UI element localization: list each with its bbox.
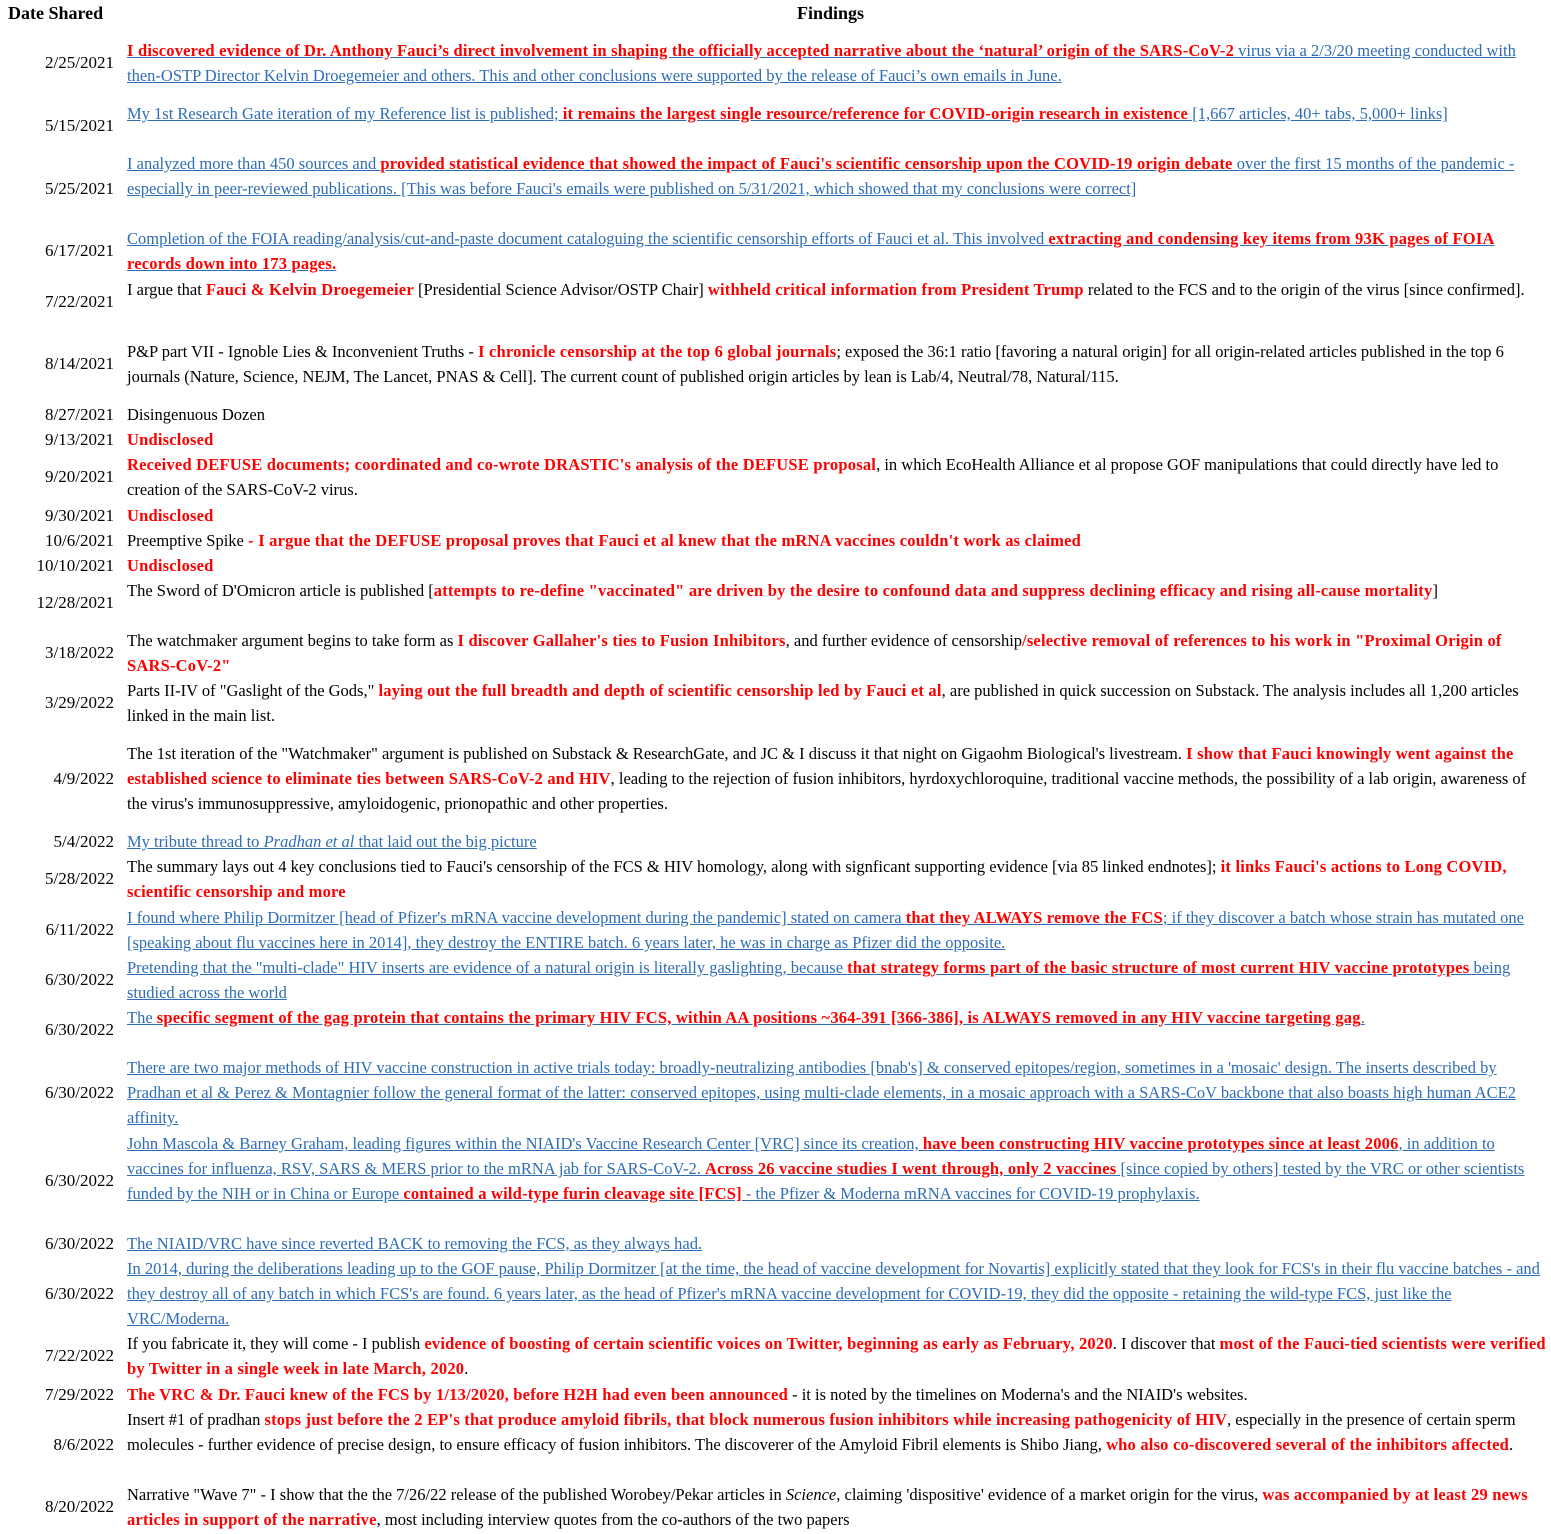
findings-cell (127, 1055, 1547, 1130)
findings-cell (127, 277, 1547, 302)
finding-text: I argue that (127, 280, 206, 299)
finding-link[interactable]: Pradhan et al (263, 832, 355, 851)
findings-cell (127, 1407, 1547, 1457)
date-cell: 6/30/2022 (45, 1233, 114, 1253)
finding-link[interactable]: that strategy forms part of the basic structure of most current HIV vaccine prototypes (847, 958, 1470, 977)
finding-link[interactable]: provided statistical evidence that showed the impact of Fauci's scientific censorship upon the COVID-19 origin debate (380, 154, 1233, 173)
finding-text: I show that Fauci knowingly went against the established science to eliminate ties between SARS-CoV-2 and HIV (127, 744, 1514, 788)
findings-cell (127, 905, 1547, 955)
finding-link[interactable]: I discovered evidence of Dr. Anthony Fauci’s direct involvement in shaping the officially accepted narrative about the ‘natural’ origin of the SARS-CoV-2 (127, 41, 1235, 60)
finding-link[interactable]: [1,667 articles, 40+ tabs, 5,000+ links] (1188, 104, 1448, 123)
table-row (0, 1482, 1551, 1532)
finding-text: Preemptive Spike (127, 531, 244, 550)
table-row (0, 427, 1551, 452)
finding-text: withheld critical information from President Trump (707, 280, 1084, 299)
findings-cell (127, 1331, 1547, 1381)
table-row (0, 1231, 1551, 1256)
table-row (0, 277, 1551, 327)
finding-link[interactable]: In 2014, during the deliberations leading up to the GOF pause, Philip Dormitzer [at the time, the head of vaccine development for Novartis] explicitly stated that they look for FCS's in their flu vaccine batches - and they destroy all of any batch in which FCS's are found. 6 years later, as the head of Pfizer's mRNA vaccine development for COVID-19, they did the opposite - retaining the wild-type FCS, just like the VRC/Moderna. (127, 1259, 1540, 1328)
finding-text: attempts to re-define "vaccinated" are driven by the desire to confound data and suppress declining efficacy and rising all-cause mortality (433, 581, 1433, 600)
findings-cell (127, 854, 1547, 904)
finding-text: evidence of boosting of certain scientific voices on Twitter, beginning as early as February, 2020 (424, 1334, 1113, 1353)
finding-text: Disingenuous Dozen (127, 405, 265, 424)
date-cell: 5/4/2022 (53, 831, 114, 851)
date-cell: 2/25/2021 (45, 53, 114, 72)
finding-text: Narrative "Wave 7" - I show that the the 7/26/22 release of the published Worobey/Pekar articles in (127, 1485, 786, 1504)
finding-text: The watchmaker argument begins to take form as (127, 631, 458, 650)
date-cell: 5/15/2021 (45, 116, 114, 135)
finding-text: who also co-discovered several of the inhibitors affected (1106, 1435, 1509, 1454)
table-row (0, 1382, 1551, 1407)
table-row (0, 678, 1551, 728)
table-row (0, 38, 1551, 88)
finding-text: . (1508, 1435, 1514, 1454)
finding-text: was accompanied by at least 29 news articles in support of the narrative (127, 1485, 1528, 1529)
date-cell: 6/30/2022 (45, 970, 114, 989)
finding-text: , and further evidence of censorship (785, 631, 1023, 650)
findings-cell (127, 1131, 1547, 1206)
date-cell: 6/30/2022 (45, 1171, 114, 1190)
date-cell: 10/6/2021 (45, 530, 114, 550)
finding-text: - I argue that the DEFUSE proposal proves that Fauci et al knew that the mRNA vaccines couldn't work as claimed (243, 531, 1082, 550)
finding-text: Science (785, 1485, 837, 1504)
table-row (0, 1131, 1551, 1231)
finding-text: The VRC & Dr. Fauci knew of the FCS by 1/13/2020, before H2H had even been announced (127, 1385, 788, 1404)
finding-link[interactable]: virus via a 2/3/20 meeting conducted with then-OSTP Director Kelvin Droegemeier and others. This and other conclusions were supported by the release of Fauci’s own emails in June. (127, 41, 1516, 85)
finding-text: /selective removal of references to his work in "Proximal Origin of SARS-CoV-2" (127, 631, 1502, 675)
table-row (0, 1256, 1551, 1331)
finding-link[interactable]: have been constructing HIV vaccine prototypes since at least 2006 (922, 1134, 1399, 1153)
finding-link[interactable]: being studied across the world (127, 958, 1511, 1002)
date-cell: 5/28/2022 (45, 869, 114, 888)
finding-link[interactable]: The NIAID/VRC have since reverted BACK to removing the FCS, as they always had. (127, 1234, 703, 1253)
findings-cell (127, 1482, 1547, 1532)
date-cell: 5/25/2021 (45, 178, 114, 198)
date-cell: 8/6/2022 (53, 1434, 114, 1454)
date-cell: 6/30/2022 (45, 1082, 114, 1102)
table-row (0, 553, 1551, 578)
findings-cell (127, 1005, 1547, 1030)
finding-link[interactable]: specific segment of the gag protein that contains the primary HIV FCS, within AA positions ~364-391 [366-386], is ALWAYS removed in any HIV vaccine targeting gag (156, 1008, 1361, 1027)
finding-text: , claiming 'dispositive' evidence of a market origin for the virus, (836, 1485, 1263, 1504)
findings-cell (127, 151, 1547, 201)
finding-text: ; exposed the 36:1 ratio [favoring a natural origin] for all origin-related articles published in the top 6 journals (Nature, Science, NEJM, The Lancet, PNAS & Cell]. The current count of published origin articles by lean is Lab/4, Neutral/78, Natural/115. (127, 342, 1504, 386)
finding-link[interactable]: . (1360, 1008, 1365, 1027)
table-row (0, 905, 1551, 955)
finding-text: If you fabricate it, they will come - I publish (127, 1334, 425, 1353)
finding-link[interactable]: that they ALWAYS remove the FCS (905, 908, 1163, 927)
date-cell: 7/29/2022 (45, 1384, 114, 1404)
findings-cell (127, 553, 1547, 578)
finding-text: most of the Fauci-tied scientists were verified by Twitter in a single week in late March, 2020 (127, 1334, 1546, 1378)
finding-text: Undisclosed (127, 430, 214, 449)
findings-header: Findings (797, 3, 865, 23)
date-cell: 10/10/2021 (36, 555, 114, 575)
finding-text: The summary lays out 4 key conclusions tied to Fauci's censorship of the FCS & HIV homology, along with signficant supporting evidence [via 85 linked endnotes]; (127, 857, 1221, 876)
finding-text: it links Fauci's actions to Long COVID, scientific censorship and more (127, 857, 1507, 901)
findings-cell (127, 226, 1547, 276)
table-row (0, 101, 1551, 151)
finding-link[interactable]: I found where Philip Dormitzer [head of Pfizer's mRNA vaccine development during the pandemic] stated on camera (127, 908, 906, 927)
finding-text: The 1st iteration of the "Watchmaker" argument is published on Substack & ResearchGate, and JC & I discuss it that night on Gigaohm Biological's livestream. (127, 744, 1187, 763)
date-cell: 4/9/2022 (53, 768, 114, 788)
table-row (0, 226, 1551, 276)
date-cell: 6/30/2022 (45, 1283, 114, 1303)
finding-link[interactable]: over the first 15 months of the pandemic - especially in peer-reviewed publications. [This was before Fauci's emails were published on 5/31/2021, which showed that my conclusions were correct] (127, 154, 1515, 198)
date-cell: 6/11/2022 (45, 920, 114, 939)
findings-cell (127, 101, 1547, 126)
date-cell: 7/22/2022 (45, 1346, 114, 1365)
findings-cell (127, 38, 1547, 88)
date-cell: 8/14/2021 (45, 354, 114, 373)
finding-link[interactable]: Across 26 vaccine studies I went through, only 2 vaccines (704, 1159, 1117, 1178)
finding-link[interactable]: - the Pfizer & Moderna mRNA vaccines for COVID-19 prophylaxis. (741, 1184, 1200, 1203)
table-row (0, 628, 1551, 678)
finding-text: The Sword of D'Omicron article is published [ (127, 581, 434, 600)
finding-link[interactable]: [since copied by others] tested by the VRC or other scientists funded by the NIH or in China or Europe (127, 1159, 1525, 1203)
table-row (0, 741, 1551, 816)
table-row (0, 829, 1551, 854)
table-row (0, 528, 1551, 553)
date-cell: 6/30/2022 (45, 1020, 114, 1039)
finding-text: ] (1432, 581, 1438, 600)
findings-cell (127, 339, 1547, 389)
finding-text: P&P part VII - Ignoble Lies & Inconvenient Truths - (127, 342, 479, 361)
finding-text: Insert #1 of pradhan (127, 1410, 265, 1429)
table-row (0, 151, 1551, 226)
finding-link[interactable]: My tribute thread to (127, 832, 264, 851)
finding-text: I chronicle censorship at the top 6 global journals (478, 342, 837, 361)
date-cell: 9/20/2021 (45, 467, 114, 486)
table-row (0, 578, 1551, 628)
date-cell: 8/20/2022 (45, 1497, 114, 1516)
finding-link[interactable]: There are two major methods of HIV vaccine construction in active trials today: broadly-neutralizing antibodies [bnab's] & conserved epitopes/region, sometimes in a 'mosaic' design. The inserts described by Pradhan et al & Perez & Montagnier follow the general format of the latter: conserved epitopes, using multi-clade elements, in a mosaic approach with a SARS-CoV backbone that also boasts high human ACE2 affinity. (127, 1058, 1517, 1127)
date-cell: 9/30/2021 (45, 505, 114, 525)
finding-text: laying out the full breadth and depth of scientific censorship led by Fauci et al (378, 681, 942, 700)
findings-cell (127, 427, 1547, 452)
finding-text: , in which EcoHealth Alliance et al propose GOF manipulations that could directly have led to creation of the SARS-CoV-2 virus. (127, 455, 1499, 499)
date-shared-header: Date Shared (8, 3, 104, 23)
finding-link[interactable]: I analyzed more than 450 sources and (127, 154, 381, 173)
date-cell: 9/13/2021 (45, 429, 114, 449)
finding-text: Received DEFUSE documents; coordinated and co-wrote DRASTIC's analysis of the DEFUSE proposal (127, 455, 877, 474)
finding-link[interactable]: My 1st Research Gate iteration of my Reference list is published; (127, 104, 563, 123)
finding-text: [Presidential Science Advisor/OSTP Chair] (413, 280, 708, 299)
finding-text: - it is noted by the timelines on Moderna's and the NIAID's websites. (787, 1385, 1248, 1404)
finding-text: , are published in quick succession on Substack. The analysis includes all 1,200 articles linked in the main list. (127, 681, 1519, 725)
finding-text: I discover Gallaher's ties to Fusion Inhibitors (457, 631, 786, 650)
finding-text: related to the FCS and to the origin of the virus [since confirmed]. (1083, 280, 1525, 299)
finding-link[interactable]: Completion of the FOIA reading/analysis/cut-and-paste document cataloguing the scientific censorship efforts of Fauci et al. This involved (127, 229, 1049, 248)
table-row (0, 1331, 1551, 1381)
finding-link[interactable]: The (127, 1008, 157, 1027)
table-row (0, 1407, 1551, 1482)
finding-text: . (464, 1359, 469, 1378)
finding-link[interactable]: John Mascola & Barney Graham, leading figures within the NIAID's Vaccine Research Center [VRC] since its creation, (127, 1134, 923, 1153)
finding-text: Fauci & Kelvin Droegemeier (205, 280, 414, 299)
findings-cell (127, 402, 1547, 427)
finding-link[interactable]: contained a wild-type furin cleavage site [FCS] (403, 1184, 742, 1203)
findings-cell (127, 528, 1547, 553)
finding-text: Undisclosed (127, 556, 214, 575)
findings-cell (127, 452, 1547, 502)
findings-cell (127, 578, 1547, 603)
date-cell: 8/27/2021 (45, 404, 114, 424)
finding-text: , leading to the rejection of fusion inhibitors, hyrdoxychloroquine, traditional vaccine methods, the possibility of a lab origin, awareness of the virus's immunosuppressive, amyloidogenic, prionopathic and other properties. (127, 769, 1527, 813)
findings-cell (127, 1382, 1547, 1407)
table-row (0, 1005, 1551, 1055)
findings-cell (127, 1231, 1547, 1256)
date-cell: 3/18/2022 (45, 643, 114, 662)
finding-link[interactable]: ; if they discover a batch whose strain has mutated one [speaking about flu vaccines here in 2014], they destroy the ENTIRE batch. 6 years later, he was in charge as Pfizer did the opposite. (127, 908, 1524, 952)
finding-text: , most including interview quotes from the co-authors of the two papers (376, 1510, 850, 1529)
finding-text: Undisclosed (127, 506, 214, 525)
table-row (0, 503, 1551, 528)
findings-cell (127, 503, 1547, 528)
finding-link[interactable]: extracting and condensing key items from 93K pages of FOIA records down into 173 pages. (127, 229, 1495, 273)
finding-link[interactable]: it remains the largest single resource/reference for COVID-origin research in existence (562, 104, 1189, 123)
finding-link[interactable]: that laid out the big picture (354, 832, 537, 851)
findings-cell (127, 955, 1547, 1005)
finding-text: . I discover that (1112, 1334, 1220, 1353)
table-row (0, 452, 1551, 502)
date-cell: 3/29/2022 (45, 693, 114, 712)
table-row (0, 955, 1551, 1005)
finding-link[interactable]: , in addition to vaccines for influenza, RSV, SARS & MERS prior to the mRNA jab for SARS-CoV-2. (127, 1134, 1495, 1178)
finding-text: stops just before the 2 EP's that produce amyloid fibrils, that block numerous fusion inhibitors while increasing pathogenicity of HIV (264, 1410, 1227, 1429)
date-cell: 7/22/2021 (45, 292, 114, 311)
finding-text: , especially in the presence of certain sperm molecules - further evidence of precise design, to ensure efficacy of fusion inhibitors. The discoverer of the Amyloid Fibril elements is Shibo Jiang, (127, 1410, 1516, 1454)
findings-cell (127, 741, 1547, 816)
findings-cell (127, 829, 1547, 854)
findings-cell (127, 628, 1547, 678)
finding-text: Parts II-IV of "Gaslight of the Gods," (127, 681, 379, 700)
date-cell: 6/17/2021 (45, 241, 114, 260)
findings-cell (127, 678, 1547, 728)
table-row (0, 339, 1551, 389)
finding-link[interactable]: Pretending that the "multi-clade" HIV inserts are evidence of a natural origin is literally gaslighting, because (127, 958, 848, 977)
table-row (0, 1055, 1551, 1130)
table-row (0, 402, 1551, 427)
findings-cell (127, 1256, 1547, 1331)
table-row (0, 854, 1551, 904)
date-cell: 12/28/2021 (36, 593, 114, 612)
